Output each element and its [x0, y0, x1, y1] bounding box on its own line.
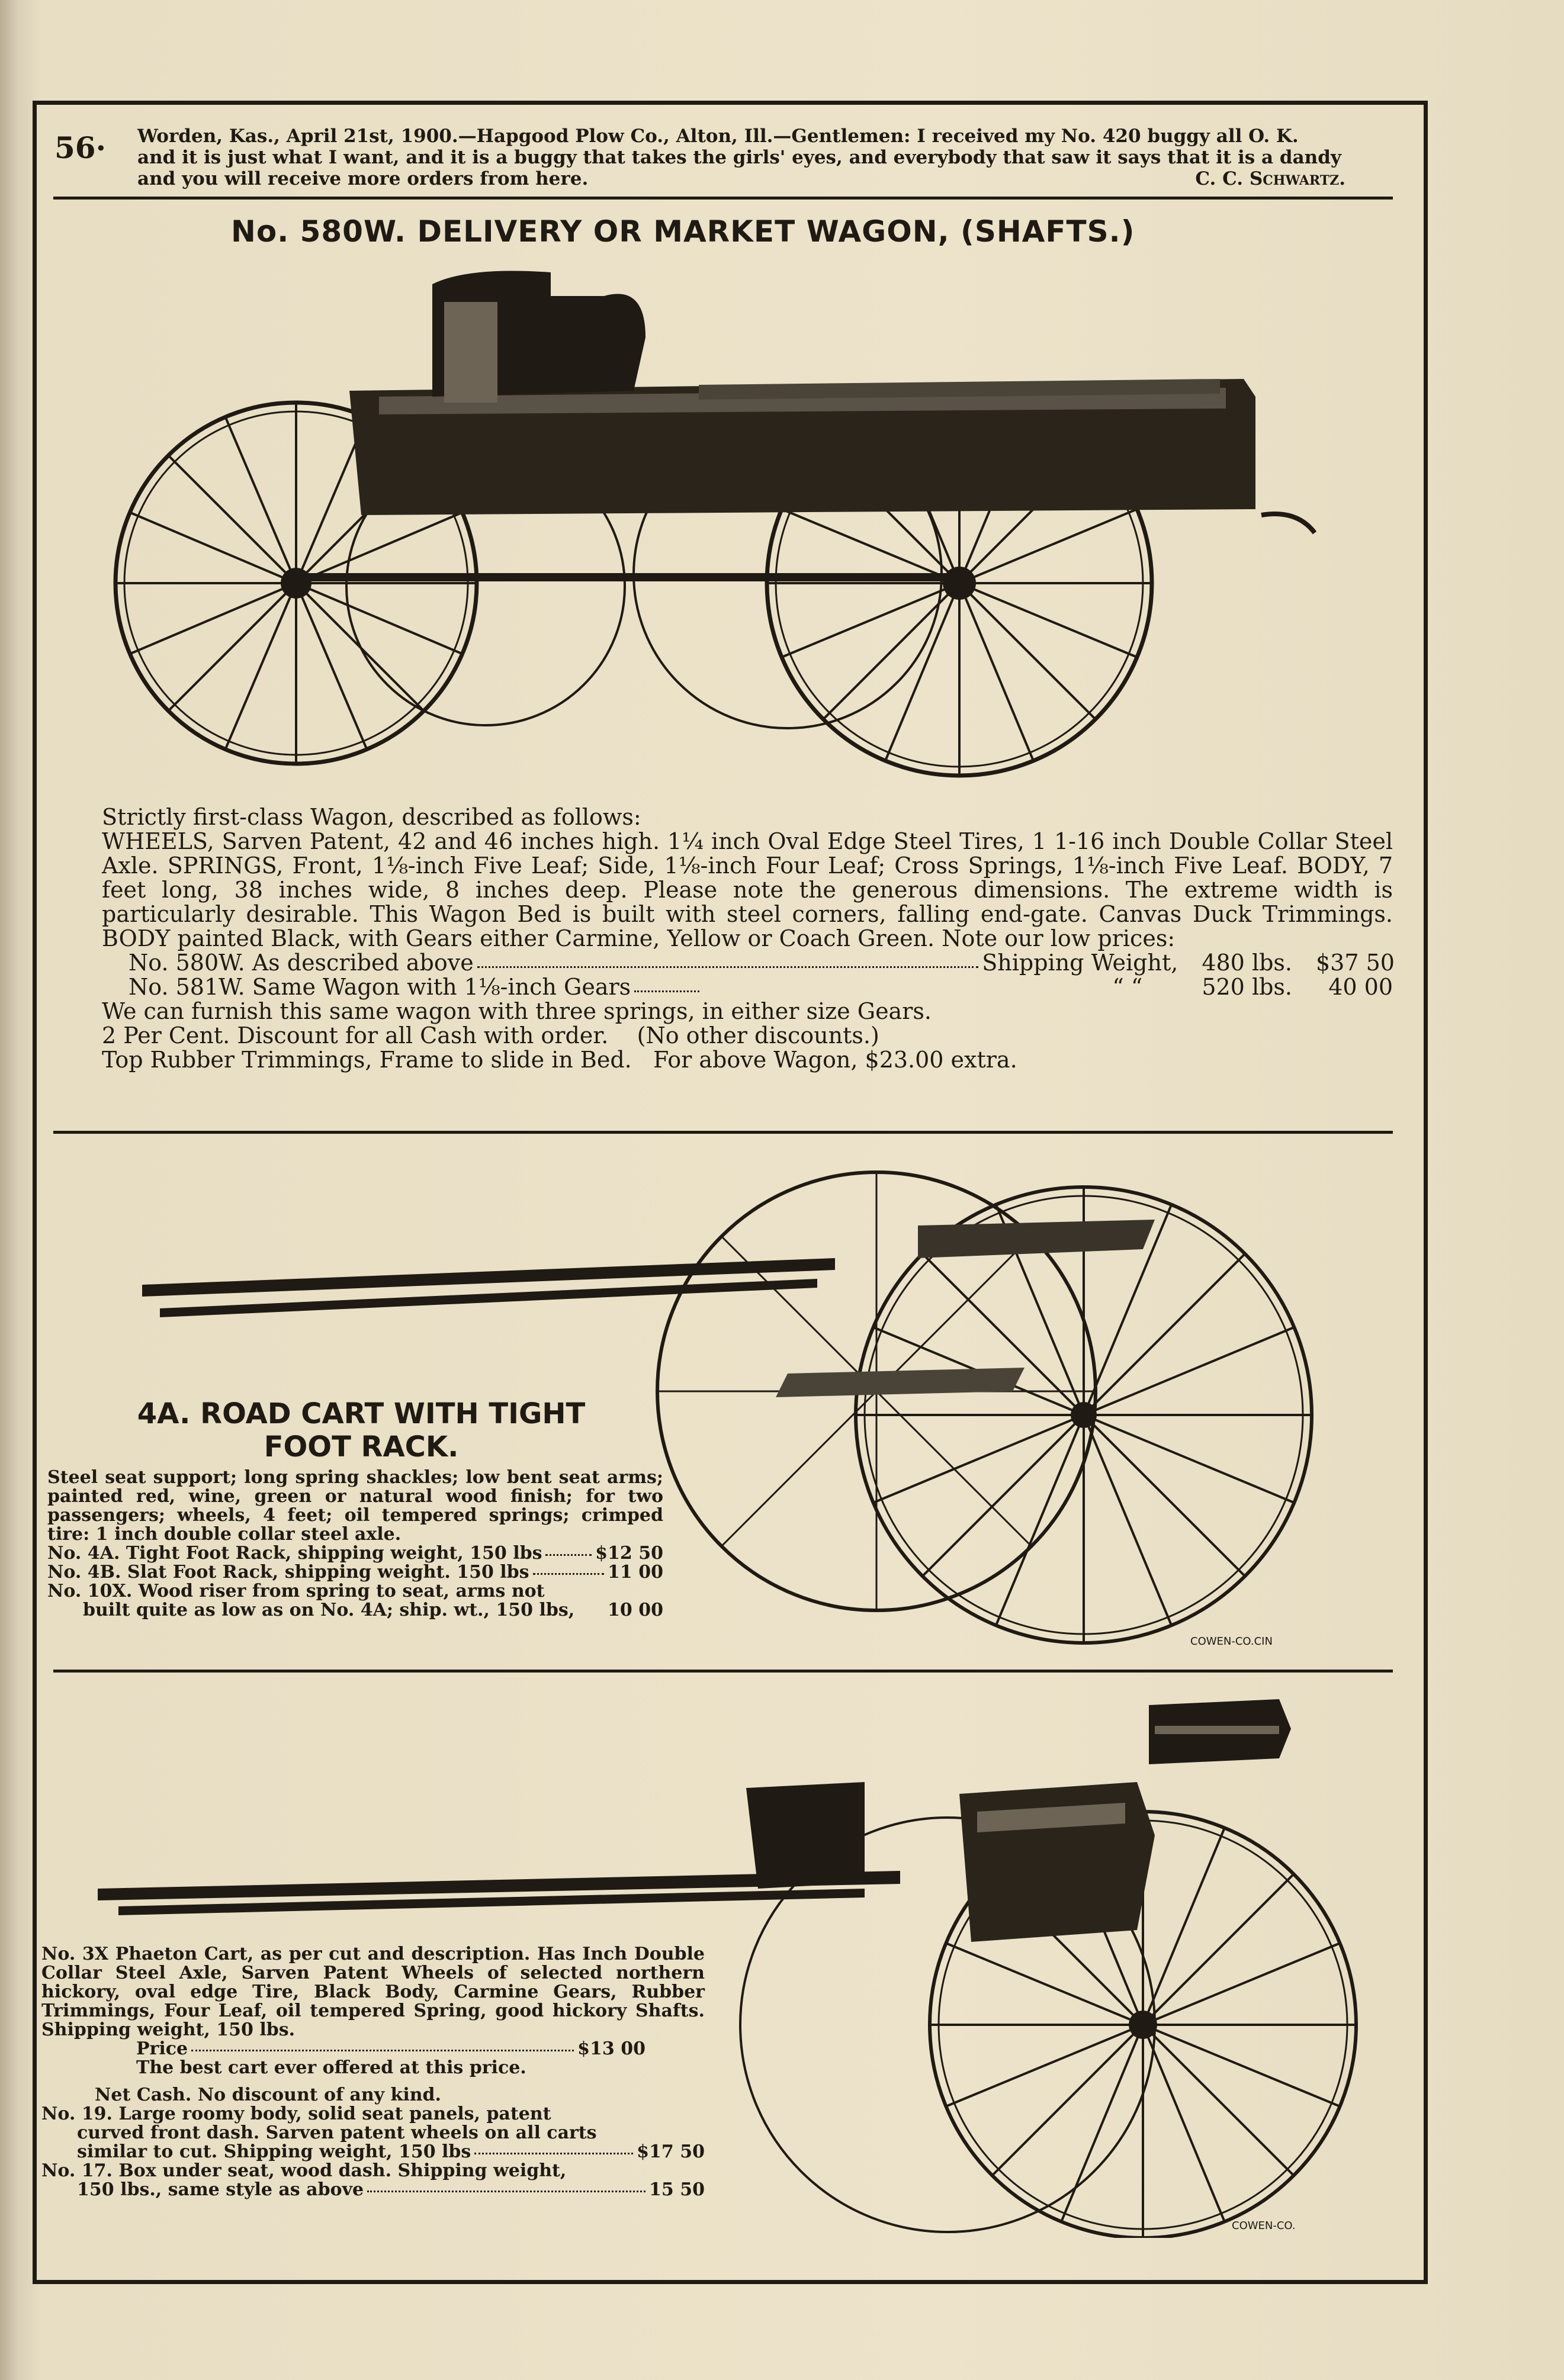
item-mid: Shipping Weight,	[982, 950, 1178, 976]
wagon-intro: Strictly first-class Wagon, described as follows:	[102, 804, 641, 830]
item-price: 40 00	[1328, 974, 1393, 1000]
item-price: $12 50	[595, 1543, 663, 1564]
testimonial-signature: C. C. Schwartz.	[1195, 168, 1345, 189]
wagon-item-580w	[102, 951, 1393, 975]
item-price: $13 00	[577, 2038, 645, 2059]
item-label: 150 lbs., same style as above	[77, 2179, 364, 2200]
cart-engraver-mark: COWEN-CO.CIN	[1190, 1635, 1273, 1648]
dot-leader	[474, 2143, 633, 2154]
item-mid: “ “	[1112, 974, 1143, 1000]
delivery-wagon-illustration	[101, 260, 1332, 805]
wagon-description: WHEELS, Sarven Patent, 42 and 46 inches high. 1¼ inch Oval Edge Steel Tires, 1 1-16 inch Double Collar Steel Axle. SPRINGS, Front, 1⅛-inch Five Leaf; Side, 1⅛-inch Four Leaf; Cross Springs, 1⅛-inch Five Leaf. BODY, 7 feet long, 38 inches wide, 8 inches deep. Please note the generous dimensions. The extreme width is particularly desirable. This Wagon Bed is built with steel corners, falling end-gate. Canvas Duck Trimmings. BODY painted Black, with Gears either Carmine, Yellow or Coach Green. Note our low prices:	[102, 828, 1393, 951]
section-rule-2	[53, 1670, 1393, 1673]
item-label: similar to cut. Shipping weight, 150 lbs	[77, 2141, 471, 2162]
testimonial-line-2: and it is just what I want, and it is a buggy that takes the girls' eyes, and everybody that saw it says that it is a dandy	[137, 147, 1341, 168]
item-label: No. 580W. As described above	[129, 950, 474, 976]
item-label: No. 581W. Same Wagon with 1⅛-inch Gears	[129, 974, 631, 1000]
cart4a-description: Steel seat support; long spring shackles; low bent seat arms; painted red, wine, green or natural wood finish; for two passengers; wheels, 4 feet; oil tempered springs; crimped tire: 1 inch double collar steel axle.	[47, 1467, 663, 1545]
wagon-note-1: We can furnish this same wagon with three springs, in either size Gears.	[102, 998, 932, 1024]
phaeton-item-19-line-3	[41, 2143, 705, 2162]
dot-leader	[191, 2040, 574, 2051]
item-price: $17 50	[637, 2141, 705, 2162]
phaeton-best: The best cart ever offered at this price.	[136, 2057, 526, 2078]
cart4a-title-line-2: FOOT RACK.	[264, 1430, 459, 1464]
phaeton-item-19-line-2: curved front dash. Sarven patent wheels on all carts	[77, 2122, 597, 2143]
wagon-item-581w	[102, 975, 1393, 999]
testimonial-line-1: Worden, Kas., April 21st, 1900.—Hapgood Plow Co., Alton, Ill.—Gentlemen: I received my No. 420 buggy all O. K.	[137, 126, 1299, 147]
section-rule-1	[53, 1131, 1393, 1134]
dot-leader	[545, 1544, 592, 1556]
item-price: 11 00	[608, 1562, 663, 1583]
item-weight: 520 lbs.	[1202, 974, 1292, 1000]
wagon-note-2: 2 Per Cent. Discount for all Cash with order. (No other discounts.)	[102, 1022, 879, 1049]
phaeton-net: Net Cash. No discount of any kind.	[95, 2085, 441, 2105]
item-price: 15 50	[649, 2179, 705, 2200]
phaeton-description-block	[41, 1945, 705, 2199]
phaeton-item-19-line-1: No. 19. Large roomy body, solid seat panels, patent	[41, 2104, 551, 2124]
testimonial-line-3: and you will receive more orders from here.	[137, 168, 589, 189]
cart4a-title-line-1: 4A. ROAD CART WITH TIGHT	[137, 1397, 586, 1430]
item-label: No. 4A. Tight Foot Rack, shipping weight, 150 lbs	[47, 1543, 542, 1564]
wagon-title: No. 580W. DELIVERY OR MARKET WAGON, (SHAFTS.)	[231, 214, 1135, 249]
item-label: built quite as low as on No. 4A; ship. wt., 150 lbs,	[83, 1600, 575, 1620]
page-number: 56·	[54, 130, 106, 165]
cart4a-item-10x-line-2	[47, 1601, 663, 1620]
item-weight: 480 lbs.	[1202, 950, 1292, 976]
dot-leader	[634, 975, 699, 992]
phaeton-price-row	[41, 2040, 645, 2059]
cart4a-item-10x-line-1: No. 10X. Wood riser from spring to seat, arms not	[47, 1581, 545, 1601]
wagon-description-block	[102, 805, 1393, 1072]
item-price: 10 00	[608, 1600, 663, 1620]
dot-leader	[533, 1563, 605, 1575]
phaeton-description: No. 3X Phaeton Cart, as per cut and description. Has Inch Double Collar Steel Axle, Sarven Patent Wheels of selected northern hickory, oval edge Tire, Black Body, Carmine Gears, Rubber Trimmings, Four Leaf, oil tempered Spring, good hickory Shafts. Shipping weight, 150 lbs.	[41, 1944, 705, 2040]
cart4a-item-4a	[47, 1544, 663, 1563]
phaeton-item-17-line-1: No. 17. Box under seat, wood dash. Shipping weight,	[41, 2160, 567, 2181]
dot-leader	[367, 2180, 645, 2192]
price-label: Price	[136, 2038, 188, 2059]
item-price: $37 50	[1316, 950, 1395, 976]
cart4a-title	[89, 1397, 634, 1464]
phaeton-engraver-mark: COWEN-CO.	[1232, 2220, 1296, 2232]
phaeton-item-17-line-2	[41, 2180, 705, 2199]
dot-leader	[477, 951, 979, 968]
wagon-note-3: Top Rubber Trimmings, Frame to slide in Bed. For above Wagon, $23.00 extra.	[102, 1047, 1017, 1073]
header-rule	[53, 197, 1393, 200]
cart4a-description-block	[47, 1468, 663, 1620]
cart4a-item-4b	[47, 1563, 663, 1582]
item-label: No. 4B. Slat Foot Rack, shipping weight. 150 lbs	[47, 1562, 529, 1583]
